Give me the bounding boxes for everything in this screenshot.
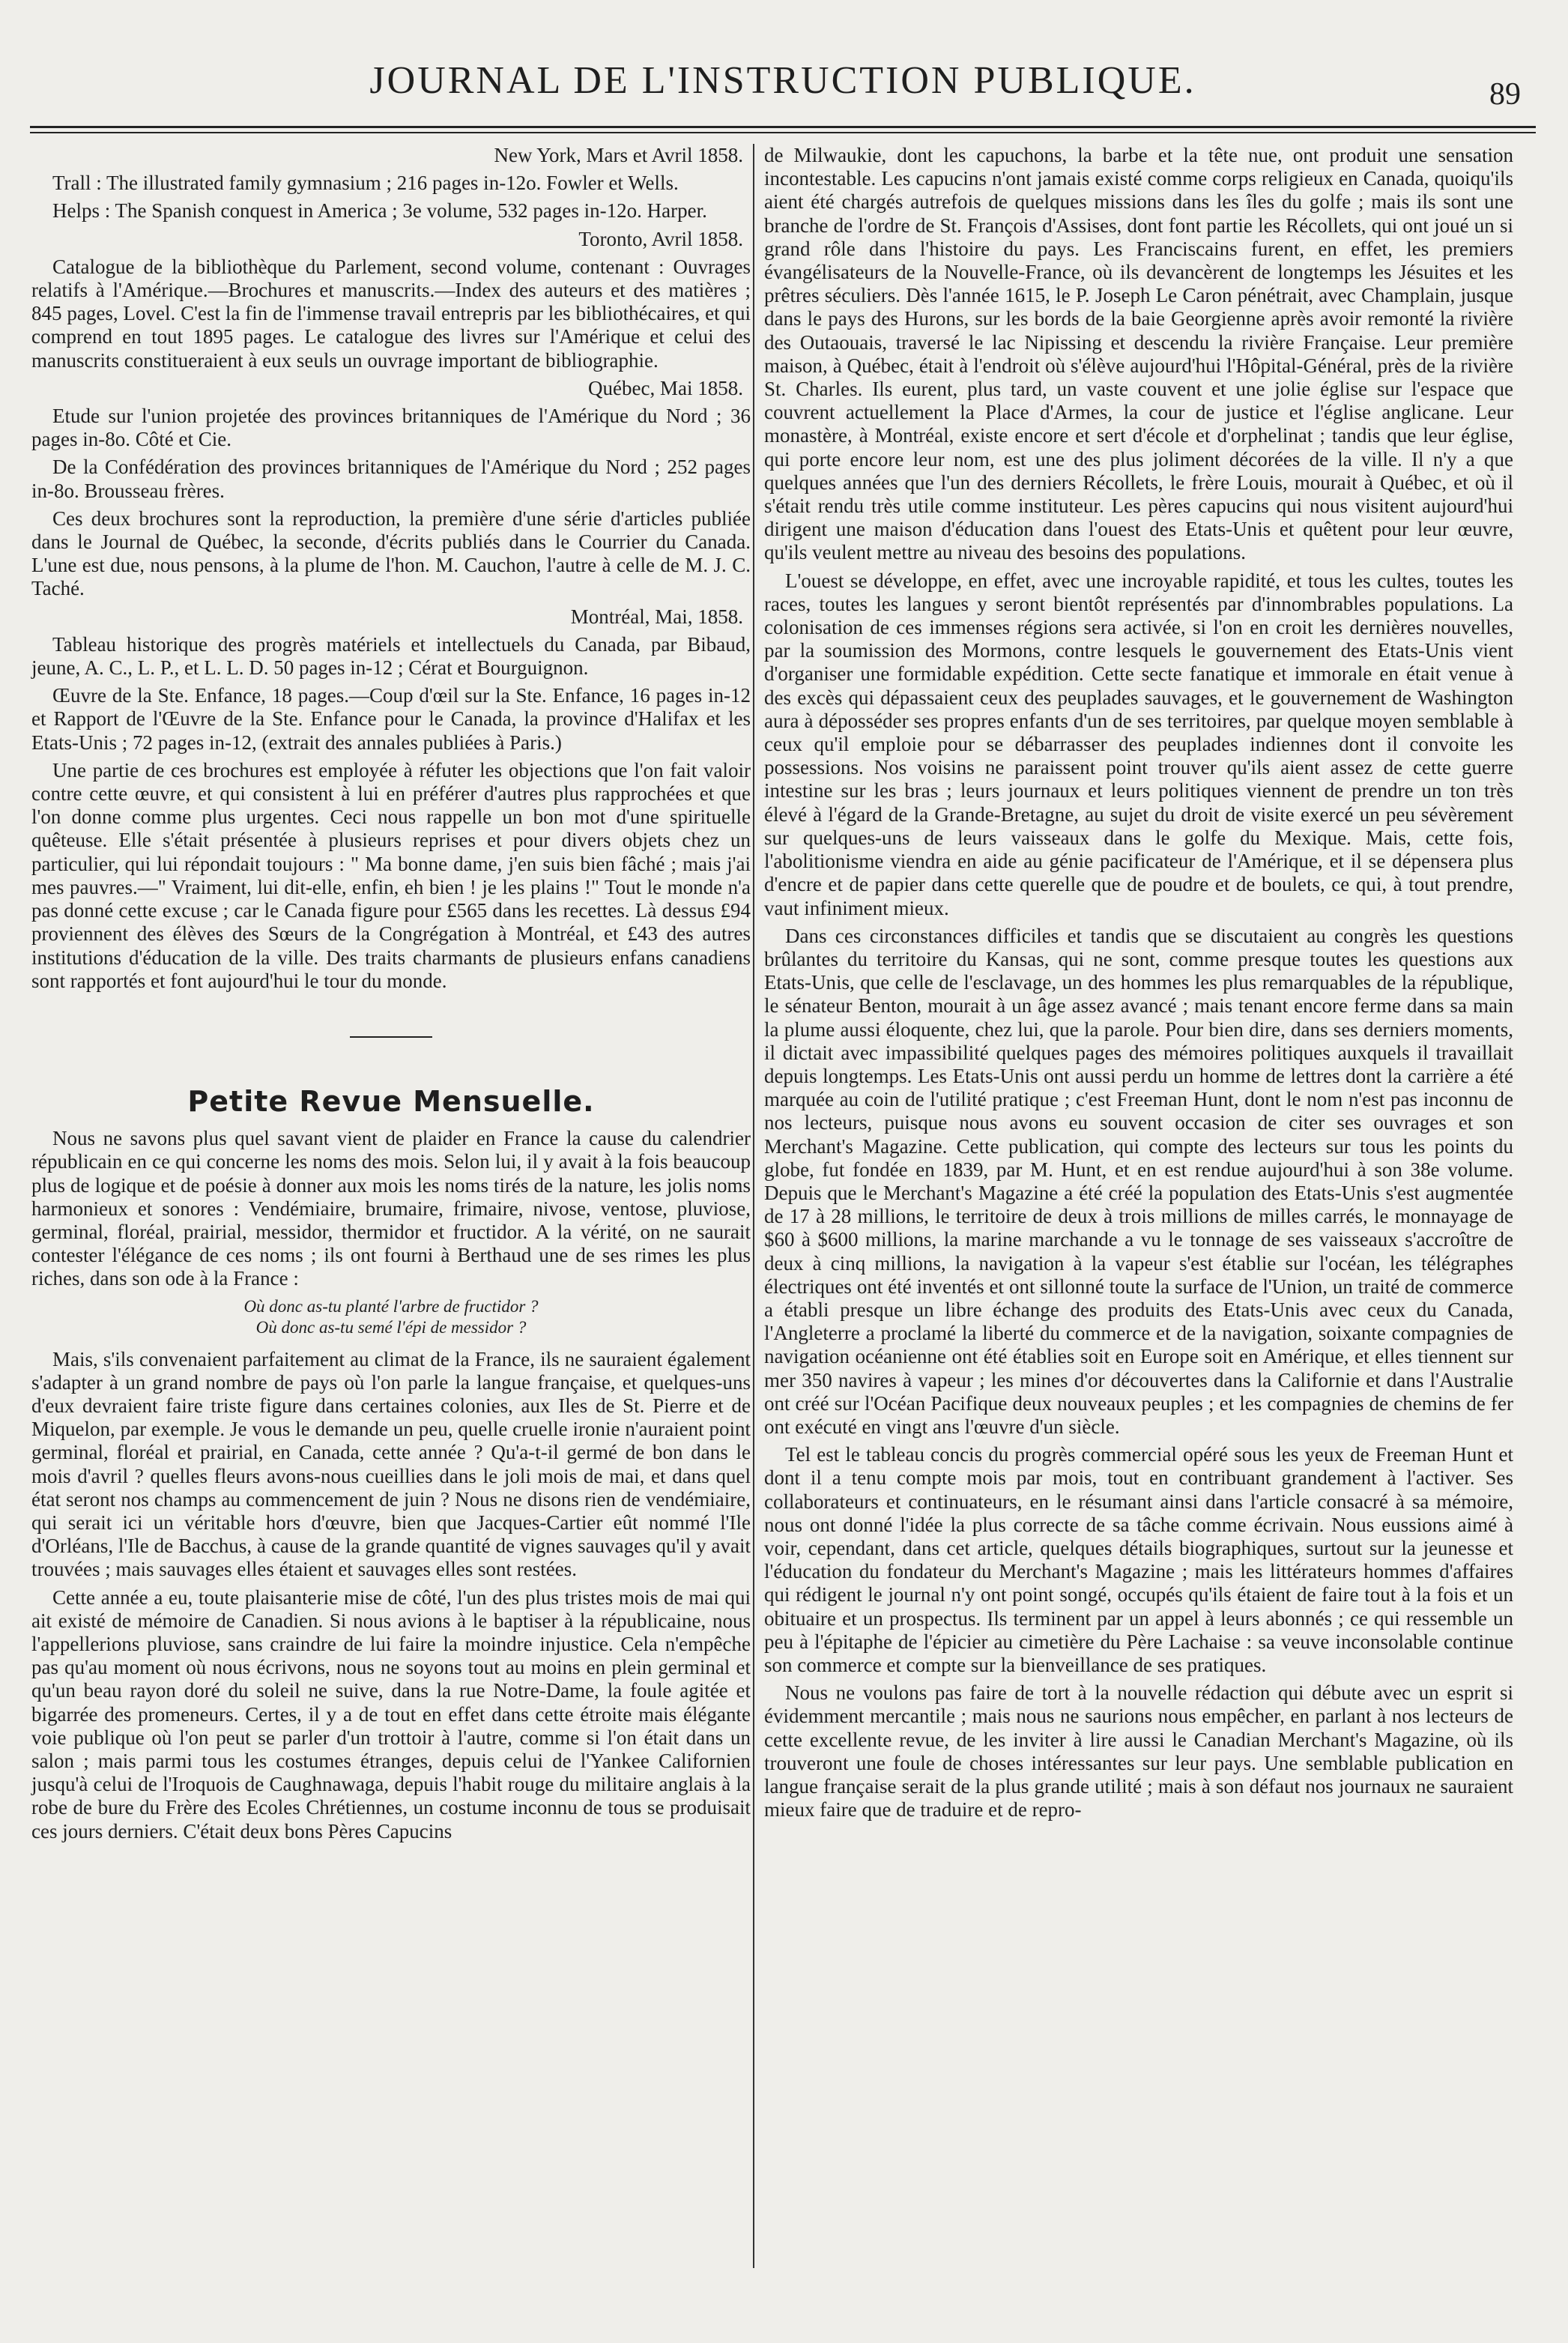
- verse-line-1: Où donc as-tu planté l'arbre de fructidor ?: [243, 1296, 539, 1316]
- revue-paragraph-3: Cette année a eu, toute plaisanterie mise de côté, l'un des plus tristes mois de mai qui ait existé de mémoire de Canadien. Si nous avions à le baptiser à la républicaine, nous l'appellerions pluviose, sans craindre de lui faire la moindre injustice. Cela n'empêche pas qu'au moment où nous écrivons, nous ne soyons tout au moins en plein germinal et qu'un beau rayon doré du soleil ne suive, dans la rue Notre-Dame, la foule agitée et bigarrée des promeneurs. Certes, il y a de tout en effet dans cette étroite mais élégante voie publique où l'on peut se parler d'un trottoir à l'autre, comme si l'on était dans un salon ; mais parmi tous les costumes étranges, depuis celui de l'Yankee Californien jusqu'à celui de l'Iroquois de Caughnawaga, depuis l'habit rouge du militaire anglais à la robe de bure du Frère des Ecoles Chrétiennes, un costume inconnu de tous se produisait ces jours derniers. C'était deux bons Pères Capucins: [31, 1585, 751, 1842]
- section-divider: [350, 1036, 432, 1038]
- journal-title: JOURNAL DE L'INSTRUCTION PUBLIQUE.: [369, 59, 1196, 102]
- entry-oeuvre-note: Une partie de ces brochures est employée à réfuter les objections que l'on fait valoir contre cette œuvre, et qui consistent à lui en préférer d'autres plus rapprochées et que l'on donne comme plus urgentes. Ceci nous rappelle un bon mot d'une spirituelle quêteuse. Elle s'était présentée à plusieurs reprises et pour divers objets chez un particulier, qui lui répondait toujours : " Ma bonne dame, j'en suis bien fâché ; mais j'ai mes pauvres.—" Vraiment, lui dit-elle, enfin, eh bien ! je les plains !" Tout le monde n'a pas donné cette excuse ; car le Canada figure pour £565 dans les recettes. Là dessus £94 proviennent des élèves des Sœurs de la Congrégation à Montréal, et £43 des autres institutions d'éducation de la ville. Des traits charmants de plusieurs enfans canadiens sont rapportés et font aujourd'hui le tour du monde.: [31, 758, 751, 992]
- header-rule-top: [30, 126, 1536, 128]
- entry-etude: Etude sur l'union projetée des provinces britanniques de l'Amérique du Nord ; 36 pages in-8o. Côté et Cie.: [31, 405, 751, 451]
- entry-confederation: De la Confédération des provinces britanniques de l'Amérique du Nord ; 252 pages in-8o. Brousseau frères.: [31, 456, 751, 502]
- right-paragraph-1: de Milwaukie, dont les capuchons, la barbe et la tête nue, ont produit une sensation incontestable. Les capucins n'ont jamais existé comme corps religieux en Canada, quoiqu'ils aient été chargés autrefois de quelques missions dans les îles du golfe ; mais ils sont une branche de l'ordre de St. François d'Assises, dont font partie les Récollets, qui ont joué un si grand rôle dans l'histoire du pays. Les Franciscains furent, en effet, les premiers évangélisateurs de la Nouvelle-France, où ils devancèrent de longtemps les Jésuites et les prêtres séculiers. Dès l'année 1615, le P. Joseph Le Caron pénétrait, avec Champlain, jusque dans le pays des Hurons, sur les bords de la baie Georgienne après avoir remonté la rivière des Outaouais, traversé le lac Nipissing et descendu la rivière Française. Leur première maison, à Québec, était à l'endroit où s'élève aujourd'hui l'Hôpital-Général, près de la rivière St. Charles. Ils eurent, plus tard, un vaste couvent et une jolie église sur l'espace que couvrent actuellement la Place d'Armes, la cour de justice et l'église anglicane. Leur monastère, à Montréal, existe encore et sert d'école et d'orphelinat ; tandis que leur église, qui porte encore leur nom, est une des plus joliment décorées de la ville. Il n'y a que quelques années que l'un des derniers Récollets, le frère Louis, mourait à Québec, et où il s'était rendu très utile comme instituteur. Les pères capucins qui nous visitent aujourd'hui dirigent une maison d'éducation dans l'ouest des Etats-Unis et quêtent pour leur œuvre, qu'ils veulent mettre au niveau des besoins des populations.: [764, 144, 1513, 564]
- right-paragraph-5: Nous ne voulons pas faire de tort à la nouvelle rédaction qui débute avec un esprit si évidemment mercantile ; mais nous ne saurions nous empêcher, en parlant à nos lecteurs de cette excellente revue, de les inviter à lire aussi le Canadian Merchant's Magazine, où ils trouveront une foule de choses intéressantes sur leur pays. Une semblable publication en langue française serait de la plus grande utilité ; mais à son défaut nos journaux ne sauraient mieux faire que de traduire et de repro-: [764, 1681, 1513, 1822]
- revue-title: Petite Revue Mensuelle.: [187, 1084, 595, 1118]
- entry-trall: Trall : The illustrated family gymnasium ; 216 pages in-12o. Fowler et Wells.: [52, 172, 679, 195]
- page-number: 89: [1489, 77, 1521, 112]
- entry-brochures-note: Ces deux brochures sont la reproduction, la première d'une série d'articles publiée dans le Journal de Québec, la seconde, d'écrits publiés dans le Courrier du Canada. L'une est due, nous pensons, à la plume de l'hon. M. Cauchon, l'autre à celle de M. J. C. Taché.: [31, 507, 751, 600]
- right-paragraph-3: Dans ces circonstances difficiles et tandis que se discutaient au congrès les questions brûlantes du territoire du Kansas, qui ne sont, comme presque toutes les questions aux Etats-Unis, que celle de l'esclavage, un des hommes les plus remarquables de la république, le sénateur Benton, mourait à un âge assez avancé ; mais tenant encore ferme dans sa main la plume aussi éloquente, chez lui, que la parole. Pour bien dire, dans ses derniers moments, il dictait avec impassibilité quelques pages des mémoires politiques auxquels il travaillait depuis longtemps. Les Etats-Unis ont aussi perdu un homme de lettres dont la carrière a été marquée au coin de l'utilité pratique ; c'est Freeman Hunt, dont le nom n'est pas inconnu de nos lecteurs, puisque nous avons eu souvent occasion de citer ses ouvrages et son Merchant's Magazine. Cette publication, qui compte des lecteurs sur tous les points du globe, fut fondée en 1839, par M. Hunt, et en est rendue aujourd'hui à son 38e volume. Depuis que le Merchant's Magazine a été créé la population des Etats-Unis s'est augmentée de 17 à 28 millions, le territoire de deux à trois millions de milles carrés, le monnayage de $60 à $600 millions, la marine marchande a vu le tonnage de ses vaisseaux s'accroître de deux à cinq millions, la navigation à la vapeur s'est établie sur l'océan, les télégraphes électriques ont été inventés et ont sillonné toute la surface de l'Union, un traité de commerce a établi presque un libre échange des produits des Etats-Unis avec ceux du Canada, l'Angleterre a proclamé la liberté du commerce et de la navigation, soixante compagnies de navigation océanienne ont été établies soit en Europe soit en Amérique, et elles tiennent sur mer 350 navires à vapeur ; les mines d'or découvertes dans la Californie et dans l'Australie ont créé sur l'Océan Pacifique deux nouveaux peuples ; et les compagnies de chemins de fer ont exécuté en vingt ans l'œuvre d'un siècle.: [764, 924, 1513, 1438]
- header-rule-bottom: [30, 132, 1536, 133]
- verse-line-2: Où donc as-tu semé l'épi de messidor ?: [255, 1317, 527, 1337]
- dateline-quebec: Québec, Mai 1858.: [588, 376, 743, 399]
- revue-paragraph-2: Mais, s'ils convenaient parfaitement au climat de la France, ils ne sauraient également s'adapter à un grand nombre de pays où l'on parle la langue française, et quelques-uns d'eux devraient faire triste figure dans certaines colonies, aux Iles de St. Pierre et de Miquelon, par exemple. Je vous le demande un peu, quelle cruelle ironie n'auraient point germinal, floréal et prairial, en Canada, cette année ? Qu'a-t-il germé de bon dans le mois d'avril ? quelles fleurs avons-nous cueillies dans le joli mois de mai, et dans quel état seront nos champs au commencement de juin ? Nous ne disons rien de vendémiaire, qui serait ici un véritable hors d'œuvre, bien que Jacques-Cartier eût nommé l'Ile d'Orléans, l'Ile de Bacchus, à cause de la grande quantité de vignes sauvages qu'il y avait trouvées ; mais sauvages elles étaient et sauvages elles sont restées.: [31, 1347, 751, 1581]
- entry-catalogue: Catalogue de la bibliothèque du Parlement, second volume, contenant : Ouvrages relatifs à l'Amérique.—Brochures et manuscrits.—Index des auteurs et des matières ; 845 pages, Lovel. C'est la fin de l'immense travail entrepris par les bibliothécaires, et qui comprend en tout 1895 pages. Le catalogue des livres sur l'Amérique et celui des manuscrits constitueraient à eux seuls un ouvrage important de bibliographie.: [31, 255, 751, 372]
- revue-paragraph-1: Nous ne savons plus quel savant vient de plaider en France la cause du calendrier républicain en ce qui concerne les noms des mois. Selon lui, il y avait à la fois beaucoup plus de logique et de poésie à donner aux mois les noms tirés de la nature, les jolis noms harmonieux et sonores : Vendémiaire, brumaire, frimaire, nivose, ventose, pluviose, germinal, floréal, prairial, messidor, thermidor et fructidor. A la vérité, on ne saurait contester l'élégance de ces noms ; ils ont fourni à Berthaud une de ses rimes les plus riches, dans son ode à la France :: [31, 1127, 751, 1290]
- entry-tableau: Tableau historique des progrès matériels et intellectuels du Canada, par Bibaud, jeune, A. C., L. P., et L. L. D. 50 pages in-12 ; Cérat et Bourguignon.: [31, 632, 751, 680]
- column-divider: [753, 144, 754, 2268]
- dateline-montreal: Montréal, Mai, 1858.: [570, 605, 743, 628]
- page-header: [30, 43, 1536, 111]
- right-paragraph-4: Tel est le tableau concis du progrès commercial opéré sous les yeux de Freeman Hunt et dont il a tenu compte mois par mois, tout en contribuant grandement à l'activer. Ses collaborateurs et continuateurs, en le résumant ainsi dans l'article consacré à sa mémoire, nous ont donné l'idée la plus correcte de sa tâche comme écrivain. Nous eussions aimé à voir, cependant, dans cet article, quelques détails biographiques, surtout sur la jeunesse et l'éducation du fondateur du Merchant's Magazine ; mais les littérateurs hommes d'affaires qui rédigent le journal n'y ont point songé, occupés qu'ils étaient de faire tout à la fois et un obituaire et un prospectus. Ils terminent par un appel à leurs abonnés ; ce qui ressemble un peu à l'épitaphe de l'épicier au cimetière du Père Lachaise : sa veuve inconsolable continue son commerce et compte sur la bienveillance de ses pratiques.: [764, 1443, 1513, 1676]
- right-column: [764, 144, 1513, 1826]
- entry-helps: Helps : The Spanish conquest in America ; 3e volume, 532 pages in-12o. Harper.: [52, 199, 707, 223]
- dateline-toronto: Toronto, Avril 1858.: [578, 227, 743, 250]
- left-column: [31, 144, 751, 1848]
- entry-oeuvre: Œuvre de la Ste. Enfance, 18 pages.—Coup d'œil sur la Ste. Enfance, 16 pages in-12 et Rapport de l'Œuvre de la Ste. Enfance pour le Canada, la province d'Halifax et les Etats-Unis ; 72 pages in-12, (extrait des annales publiées à Paris.): [31, 684, 751, 754]
- dateline-new-york: New York, Mars et Avril 1858.: [494, 144, 743, 166]
- right-paragraph-2: L'ouest se développe, en effet, avec une incroyable rapidité, et tous les cultes, toutes les races, toutes les langues y seront bientôt représentés par d'innombrables populations. La colonisation de ces immenses régions sera activée, si l'on en croit les dernières nouvelles, par la soumission des Mormons, contre lesquels le gouvernement des Etats-Unis vient d'organiser une formidable expédition. Cette secte fanatique et immorale en était venue à des excès qui dépassaient ceux des peuplades sauvages, et le gouvernement de Washington aura à déposséder ses propres enfants d'un de ses territoires, par quelque moyen semblable à ceux qu'il emploie pour se débarrasser des peuplades indiennes dont il convoite les possessions. Nos voisins ne paraissent point trouver qu'ils aient assez de cette guerre intestine sur les bras ; leurs journaux et leurs politiques viennent de prendre un ton très élevé à l'égard de la Grande-Bretagne, au sujet du droit de visite exercé un peu sévèrement sur quelques-uns de leurs vaisseaux dans le golfe du Mexique. Mais, cette fois, l'abolitionisme viendra en aide au génie pacificateur de l'Amérique, et il se dépensera plus d'encre et de papier dans cette querelle que de poudre et de boulets, ce qui, à tout prendre, vaut infiniment mieux.: [764, 569, 1513, 919]
